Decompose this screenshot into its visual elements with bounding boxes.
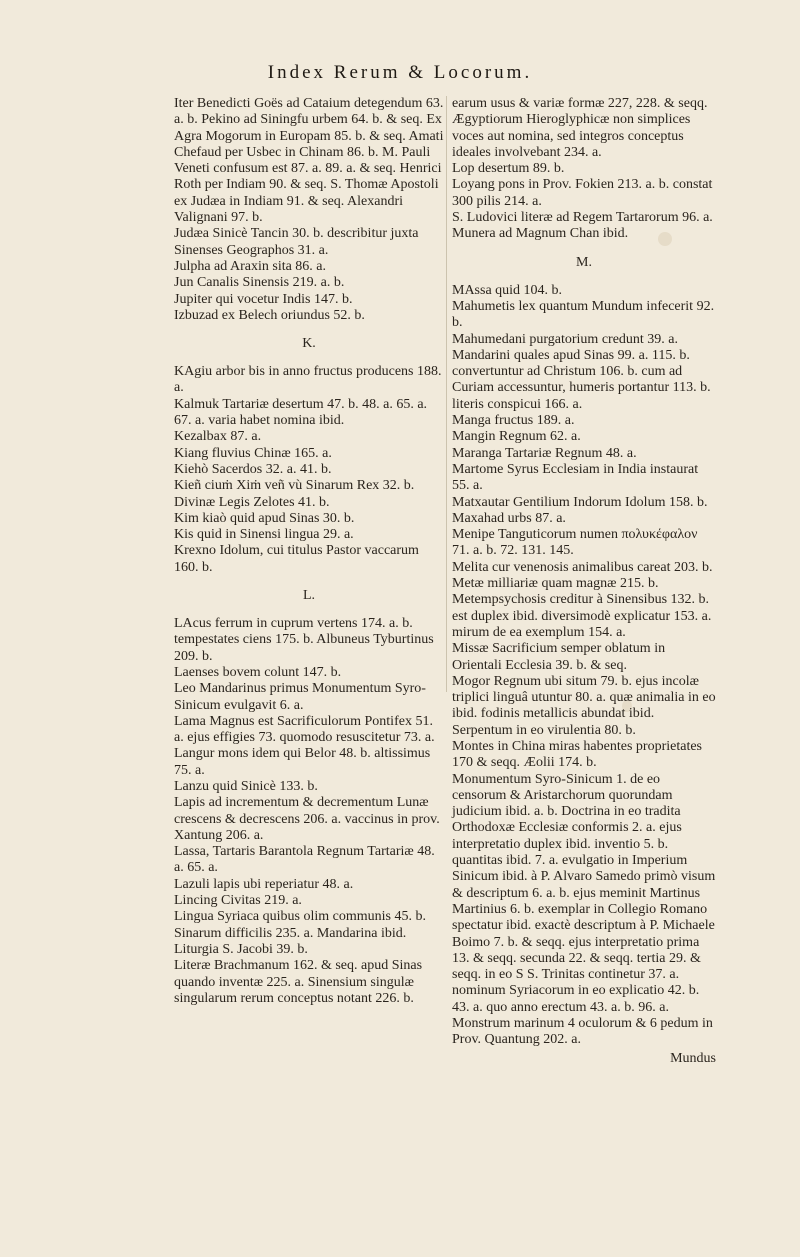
index-entry: Lingua Syriaca quibus olim communis 45. b. Sinarum difficilis 235. a. Mandarina ibid.	[174, 909, 426, 941]
index-entry: Kieñ ciuṁ Xiṁ veñ vù Sinarum Rex 32. b. Divinæ Legis Zelotes 41. b.	[174, 478, 415, 510]
section-letter-l: L.	[302, 588, 316, 604]
index-entry: Matxautar Gentilium Indorum Idolum 158. b.	[452, 494, 708, 510]
index-entry: Judæa Sinicè Tancin 30. b. describitur juxta Sinenses Geographos 31. a.	[174, 226, 419, 258]
index-entry: MAssa quid 104. b.	[452, 282, 563, 298]
index-entry: Kiang fluvius Chinæ 165. a.	[174, 445, 332, 461]
column-divider	[446, 96, 447, 692]
index-entry: Mahumetis lex quantum Mundum infecerit 92. b.	[452, 298, 715, 331]
index-entry: Mogor Regnum ubi situm 79. b. ejus incolæ triplici linguâ utuntur 80. a. quæ animalia in eo ibid. fodinis metallicis abundat ibid. Serpentum in eo virulentia 80. b.	[452, 673, 716, 738]
index-entry: Montes in China miras habentes proprietates 170 & seqq. Æolii 174. b.	[452, 738, 702, 771]
index-entry: Leo Mandarinus primus Monumentum Syro-Sinicum evulgavit 6. a.	[174, 681, 426, 713]
left-column	[174, 96, 444, 1007]
index-entry: Mangin Regnum 62. a.	[452, 429, 581, 445]
index-entry: Krexno Idolum, cui titulus Pastor vaccarum 160. b.	[174, 543, 419, 575]
index-entry: Kim kiaò quid apud Sinas 30. b.	[174, 510, 355, 526]
index-entry: Iter Benedicti Goës ad Cataium detegendum 63. a. b. Pekino ad Siningfu urbem 64. b. & seq. Ex Agra Mogorum in Europam 85. b. & seq. Amati Chefaud per Usbec in Chinam 86. b. M. Pauli Veneti confusum est 87. a. 89. a. & seq. Henrici Roth per Indiam 90. & seq. S. Thomæ Apostoli ex Judæa in Indiam 91. & seq. Alexandri Valignani 97. b.	[174, 96, 444, 226]
index-entry: Maranga Tartariæ Regnum 48. a.	[452, 445, 637, 461]
index-entry: Kalmuk Tartariæ desertum 47. b. 48. a. 65. a. 67. a. varia habet nomina ibid.	[174, 396, 428, 429]
index-entry: Lanzu quid Sinicè 133. b.	[174, 778, 318, 794]
section-letter-k: K.	[302, 336, 316, 352]
index-entry: Jun Canalis Sinensis 219. a. b.	[174, 275, 345, 291]
index-entry: Metæ milliariæ quam magnæ 215. b.	[452, 576, 659, 592]
index-entry: S. Ludovici literæ ad Regem Tartarorum 96. a. Munera ad Magnum Chan ibid.	[452, 210, 713, 242]
index-entry: earum usus & variæ formæ 227, 228. & seqq. Ægyptiorum Hieroglyphicæ non simplices voces aut nomina, sed integros conceptus ideales involvebant 234. a.	[452, 96, 708, 160]
index-entry: Lapis ad incrementum & decrementum Lunæ crescens & decrescens 206. a. vaccinus in prov. Xantung 206. a.	[174, 795, 440, 843]
index-entry: Kiehò Sacerdos 32. a. 41. b.	[174, 461, 332, 477]
right-column	[452, 96, 716, 1067]
index-entry: Martome Syrus Ecclesiam in India instaurat 55. a.	[452, 461, 699, 494]
index-entry: Lazuli lapis ubi reperiatur 48. a.	[174, 876, 354, 892]
index-entry: Manga fructus 189. a.	[452, 413, 575, 429]
index-entry: Lincing Civitas 219. a.	[174, 893, 302, 909]
index-entry: Menipe Tanguticorum numen πολυκέφαλον 71. a. b. 72. 131. 145.	[452, 527, 698, 559]
index-entry: Melita cur venenosis animalibus careat 203. b.	[452, 559, 713, 575]
index-entry: Mahumedani purgatorium credunt 39. a.	[452, 331, 679, 347]
index-entry: Liturgia S. Jacobi 39. b.	[174, 941, 308, 957]
index-entry: Missæ Sacrificium semper oblatum in Orientali Ecclesia 39. b. & seq.	[452, 641, 666, 673]
index-entry: KAgiu arbor bis in anno fructus producens 188. a.	[174, 364, 442, 396]
index-entry: LAcus ferrum in cuprum vertens 174. a. b. tempestates ciens 175. b. Albuneus Tyburtinus 209. b.	[174, 616, 434, 664]
index-entry: Literæ Brachmanum 162. & seq. apud Sinas quando inventæ 225. a. Sinensium singulæ singularum rerum conceptus notant 226. b.	[174, 958, 423, 1006]
section-letter-m: M.	[576, 254, 592, 270]
index-entry: Izbuzad ex Belech oriundus 52. b.	[174, 307, 365, 323]
index-entry: Langur mons idem qui Belor 48. b. altissimus 75. a.	[174, 746, 431, 778]
index-entry: Monstrum marinum 4 oculorum & 6 pedum in Prov. Quantung 202. a.	[452, 1016, 713, 1048]
index-entry: Kis quid in Sinensi lingua 29. a.	[174, 527, 354, 543]
index-entry: Monumentum Syro-Sinicum 1. de eo censorum & Aristarchorum quorundam judicium ibid. a. b. Doctrina in eo tradita Orthodoxæ Ecclesiæ conformis 2. a. ejus interpretatio duplex ibid. inventio 5. b. quantitas ibid. 7. a. evulgatio in Imperium Sinicum ibid. à P. Alvaro Samedo primò visum & descriptum 6. a. b. ejus meminit Martinus Martinius 6. b. exemplar in Collegio Romano spectatur ibid. exactè descriptum à P. Michaele Boimo 7. b. & seqq. ejus interpretatio prima 13. & seqq. secunda 22. & seqq. tertia 29. & seqq. in eo S S. Trinitas continetur 37. a. nominum Syriacorum in eo explicatio 42. b. 43. a. quo anno erectum 43. a. b. 96. a.	[452, 771, 716, 1015]
index-entry: Laenses bovem colunt 147. b.	[174, 664, 342, 680]
index-entry: Mandarini quales apud Sinas 99. a. 115. b. convertuntur ad Christum 106. b. cum ad Curiam accessuntur, humeris portantur 113. b. literis conspicui 166. a.	[452, 347, 711, 412]
index-entry: Lop desertum 89. b.	[452, 161, 565, 177]
index-entry: Loyang pons in Prov. Fokien 213. a. b. constat 300 pilis 214. a.	[452, 177, 713, 209]
index-entry: Jupiter qui vocetur Indis 147. b.	[174, 291, 353, 307]
page-header: Index Rerum & Locorum.	[267, 62, 533, 83]
index-entry: Julpha ad Araxin sita 86. a.	[174, 258, 327, 274]
index-entry: Maxahad urbs 87. a.	[452, 510, 566, 526]
index-entry: Lama Magnus est Sacrificulorum Pontifex 51. a. ejus effigies 73. quomodo resuscitetur 73. a.	[174, 713, 435, 746]
index-entry: Metempsychosis creditur à Sinensibus 132. b. est duplex ibid. diversimodè explicatur 153. a. mirum de ea exemplum 154. a.	[452, 592, 712, 640]
catchword: Mundus	[670, 1050, 716, 1066]
index-entry: Lassa, Tartaris Barantola Regnum Tartariæ 48. a. 65. a.	[174, 844, 435, 876]
index-entry: Kezalbax 87. a.	[174, 429, 262, 445]
